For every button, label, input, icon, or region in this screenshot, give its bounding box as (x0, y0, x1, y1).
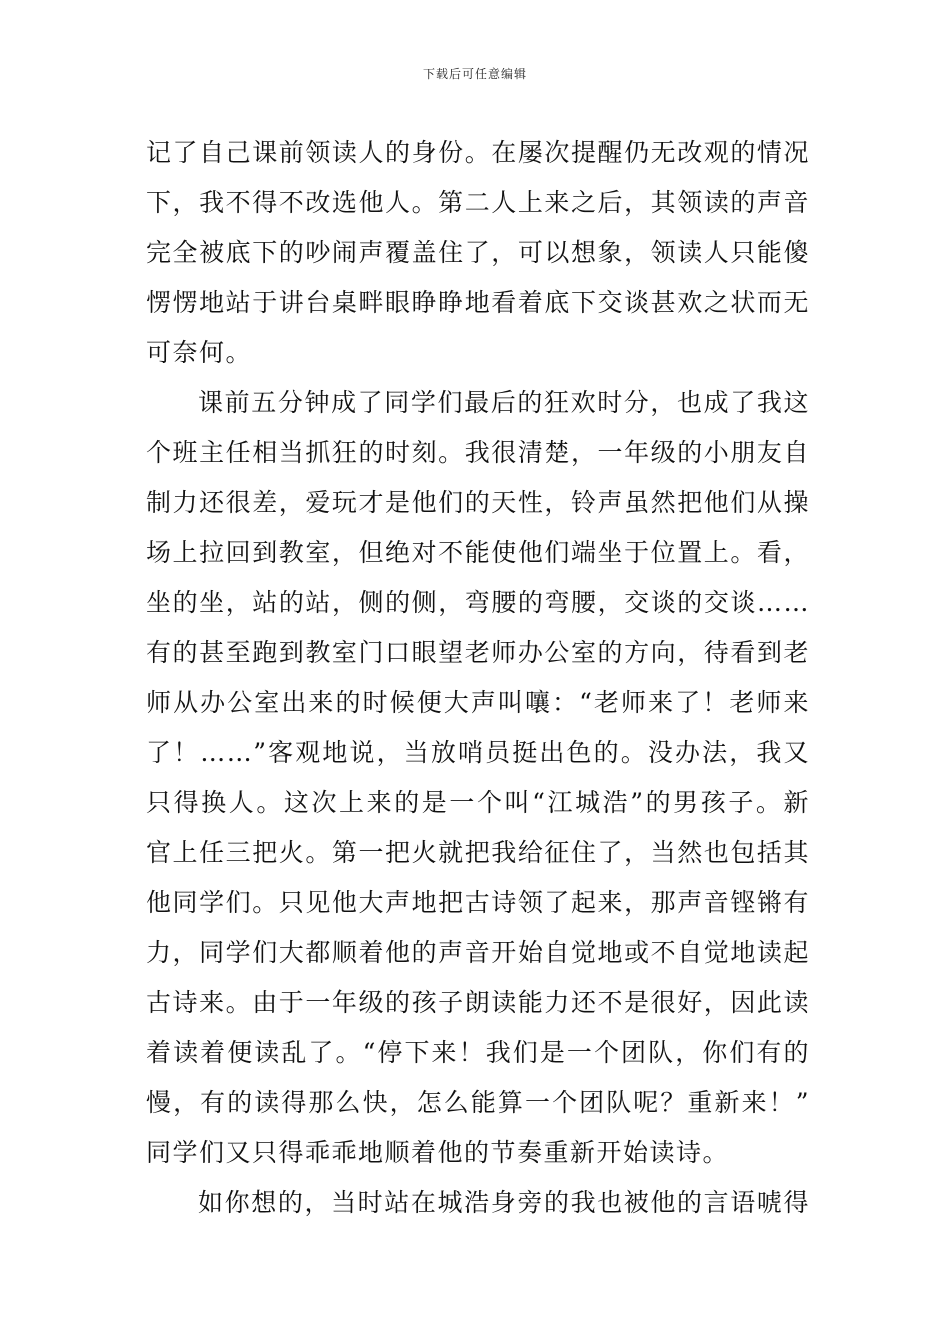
text-line: 如你想的，当时站在城浩身旁的我也被他的言语唬得 (198, 1188, 810, 1217)
text-line: 他同学们。只见他大声地把古诗领了起来，那声音铿锵有 (146, 888, 810, 917)
text-line: 古诗来。由于一年级的孩子朗读能力还不是很好，因此读 (146, 988, 810, 1017)
text-line: 可奈何。 (146, 338, 253, 367)
text-line: 完全被底下的吵闹声覆盖住了，可以想象，领读人只能傻 (146, 238, 810, 267)
text-line: 着读着便读乱了。“停下来！我们是一个团队，你们有的 (146, 1038, 810, 1067)
text-line: 师从办公室出来的时候便大声叫嚷：“老师来了！老师来 (146, 688, 810, 717)
text-line: 场上拉回到教室，但绝对不能使他们端坐于位置上。看， (146, 538, 810, 567)
text-line: 制力还很差，爱玩才是他们的天性，铃声虽然把他们从操 (146, 488, 810, 517)
text-line: 慢，有的读得那么快，怎么能算一个团队呢？重新来！” (146, 1088, 810, 1117)
text-line: 有的甚至跑到教室门口眼望老师办公室的方向，待看到老 (146, 638, 810, 667)
body-text (146, 128, 810, 1228)
page-header: 下载后可任意编辑 (422, 67, 527, 81)
text-line: 记了自己课前领读人的身份。在屡次提醒仍无改观的情况 (146, 138, 810, 167)
text-line: 官上任三把火。第一把火就把我给征住了，当然也包括其 (146, 838, 810, 867)
text-line: 只得换人。这次上来的是一个叫“江城浩”的男孩子。新 (146, 788, 810, 817)
text-line: 个班主任相当抓狂的时刻。我很清楚，一年级的小朋友自 (146, 438, 810, 467)
text-line: 力，同学们大都顺着他的声音开始自觉地或不自觉地读起 (146, 938, 810, 967)
text-line: 了！……”客观地说，当放哨员挺出色的。没办法，我又 (146, 738, 810, 767)
text-line: 愣愣地站于讲台桌畔眼睁睁地看着底下交谈甚欢之状而无 (146, 288, 810, 317)
text-line: 下，我不得不改选他人。第二人上来之后，其领读的声音 (146, 188, 810, 217)
text-line: 坐的坐，站的站，侧的侧，弯腰的弯腰，交谈的交谈…… (146, 588, 810, 617)
text-line: 课前五分钟成了同学们最后的狂欢时分，也成了我这 (198, 388, 810, 417)
text-line: 同学们又只得乖乖地顺着他的节奏重新开始读诗。 (146, 1138, 730, 1167)
